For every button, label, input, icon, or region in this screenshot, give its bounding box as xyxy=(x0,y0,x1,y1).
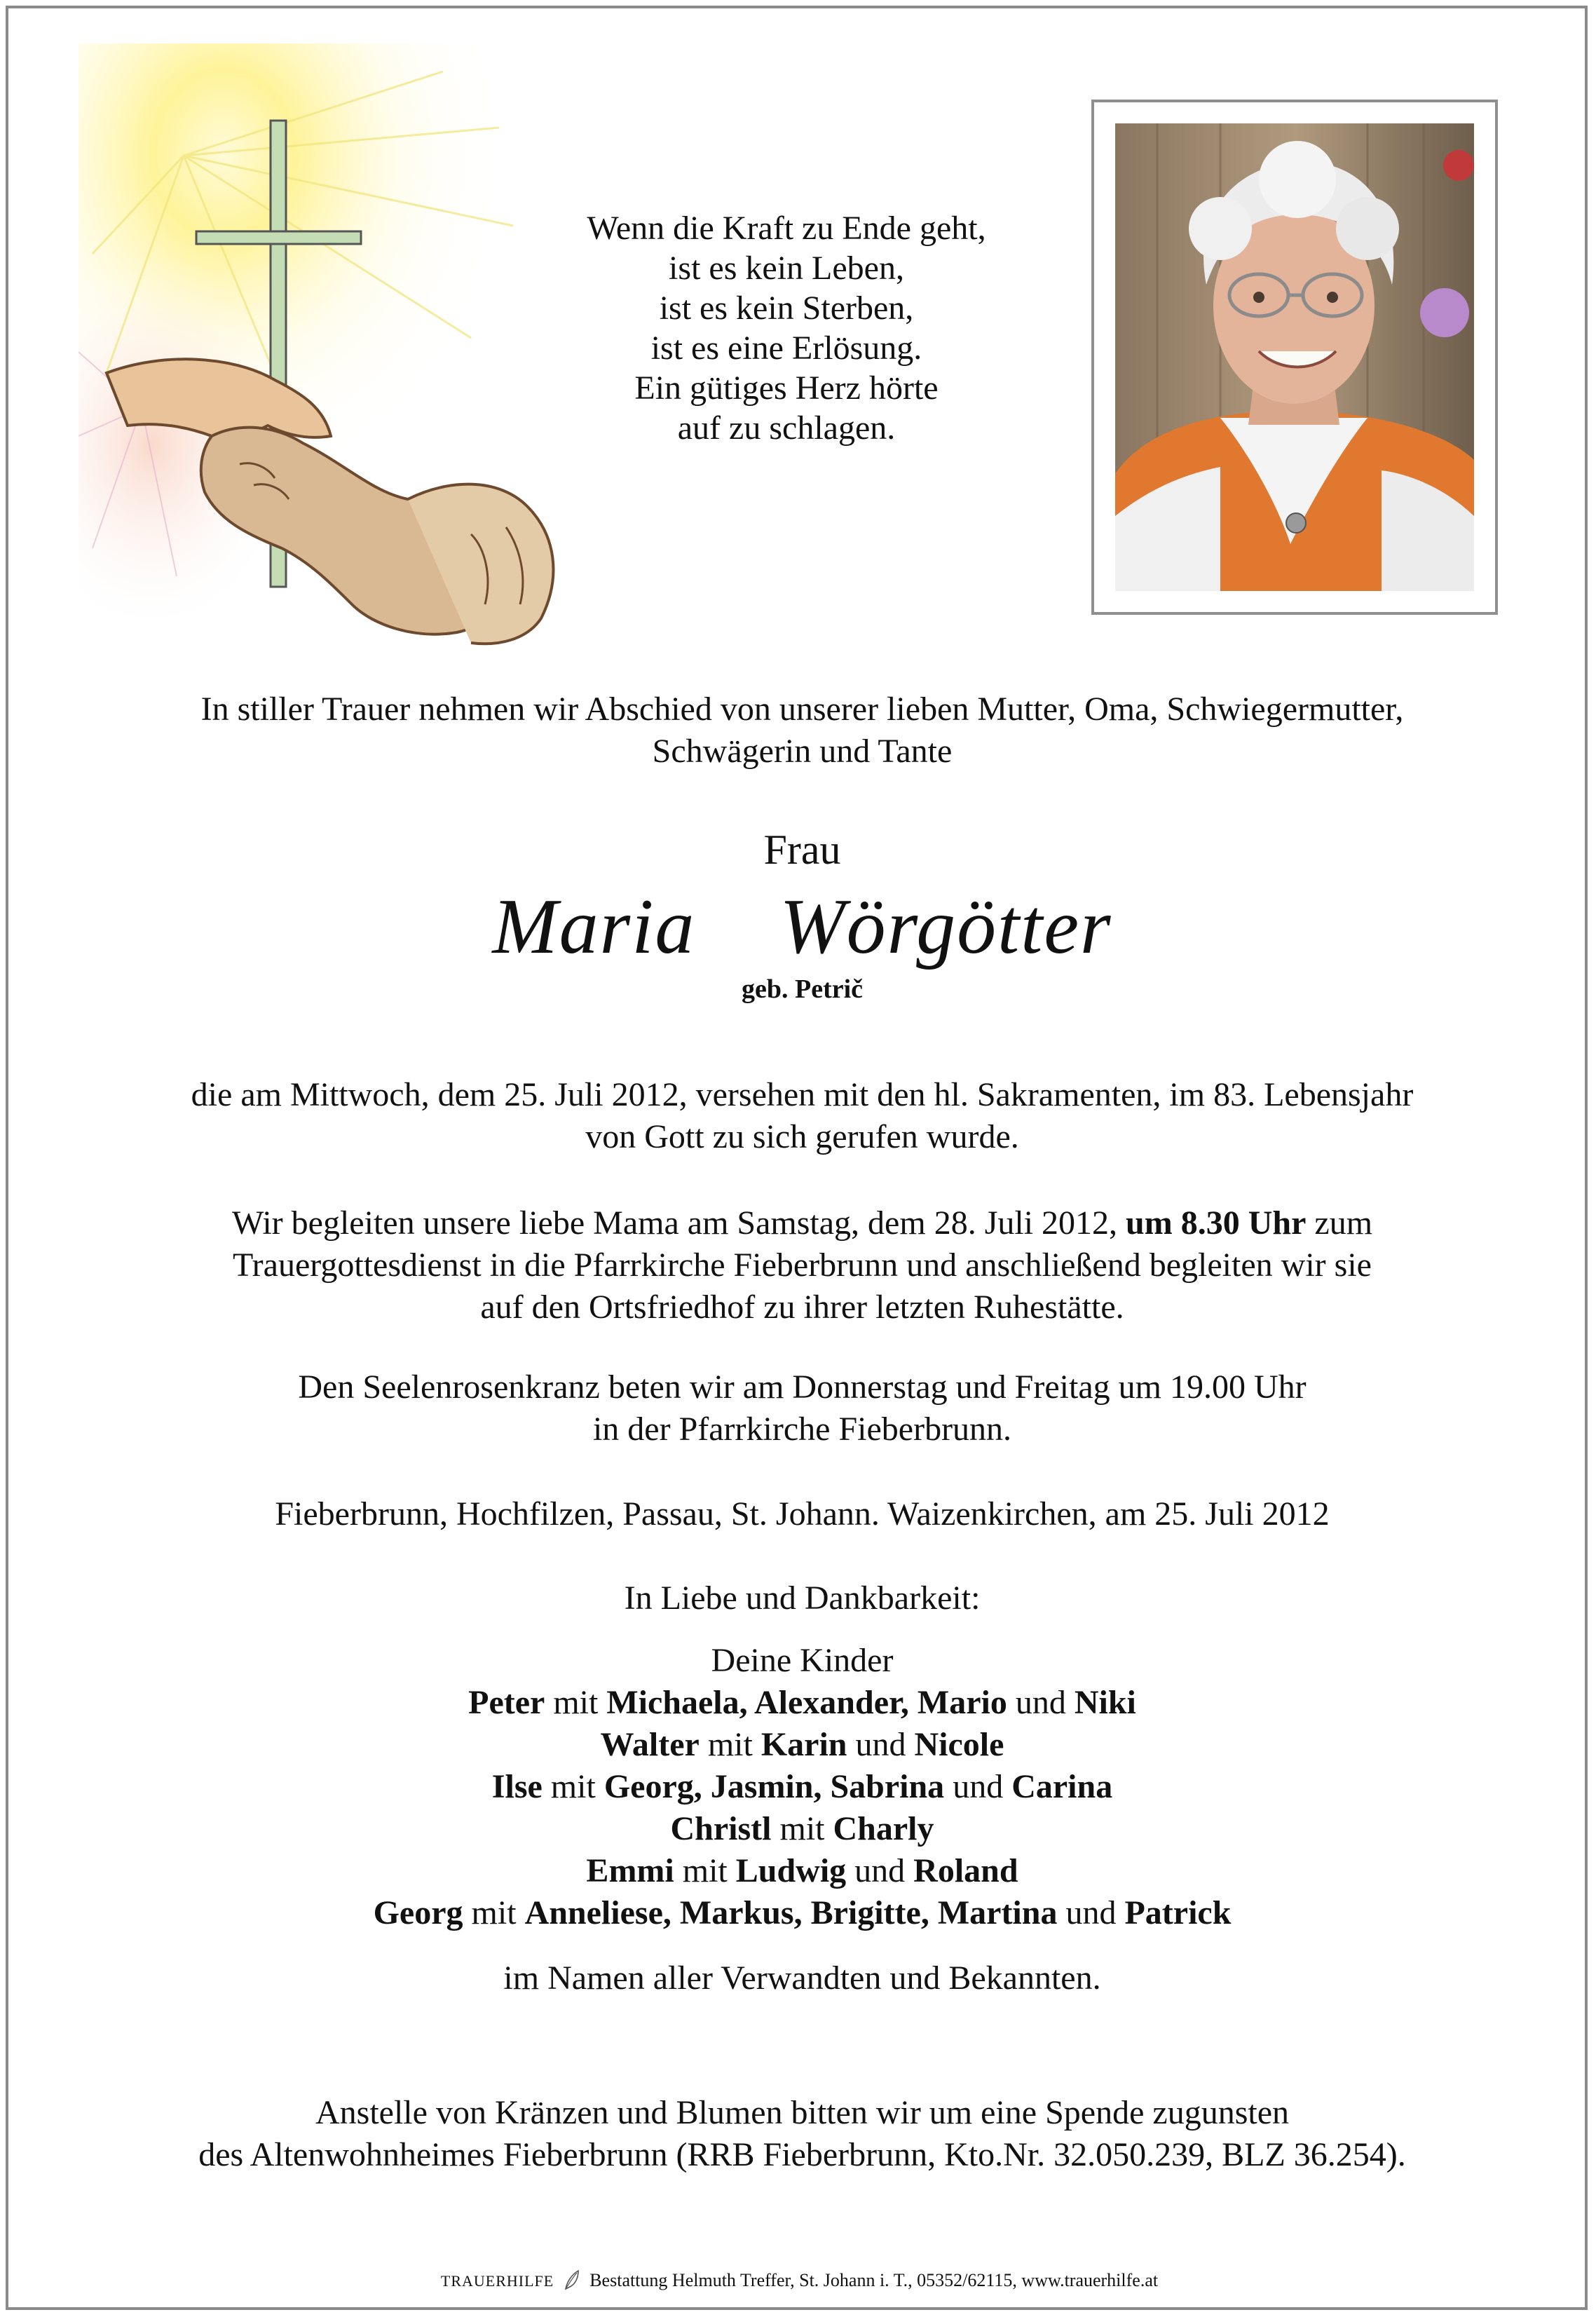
family-connector: mit xyxy=(542,1768,604,1805)
death-notice xyxy=(50,1074,1554,1158)
salutation: Frau xyxy=(763,827,841,873)
poem-line: auf zu schlagen. xyxy=(677,409,896,447)
obituary-page xyxy=(6,6,1588,2310)
family-member: Nicole xyxy=(914,1726,1004,1763)
poem-line: ist es kein Leben, xyxy=(669,250,904,287)
family-connector: und xyxy=(1007,1684,1075,1721)
family-connector: mit xyxy=(771,1810,833,1847)
funeral-line-2: Trauergottesdienst in die Pfarrkirche Fieberbrunn und anschließend begleiten wir sie xyxy=(233,1246,1372,1284)
family-connector: mit xyxy=(463,1894,525,1931)
family-member: Peter xyxy=(468,1684,545,1721)
family-intro: Deine Kinder xyxy=(711,1642,894,1679)
family-row xyxy=(50,1850,1554,1892)
thanks-heading: In Liebe und Dankbarkeit: xyxy=(624,1579,981,1617)
birth-name: geb. Petrič xyxy=(741,974,864,1004)
intro-line: In stiller Trauer nehmen wir Abschied von unserer lieben Mutter, Oma, Schwiegermutter, xyxy=(200,691,1404,728)
portrait-photo xyxy=(1115,123,1474,591)
footer-brand: TRAUERHILFE xyxy=(440,2272,554,2290)
family-row xyxy=(50,1892,1554,1934)
footer xyxy=(8,2269,1590,2292)
family-connector: und xyxy=(847,1726,915,1763)
family-member: Anneliese, Markus, Brigitte, Martina xyxy=(524,1894,1058,1931)
leaf-icon xyxy=(563,2269,581,2290)
poem-line: ist es eine Erlösung. xyxy=(650,329,922,367)
family-member: Carina xyxy=(1011,1768,1113,1805)
family-member: Karin xyxy=(761,1726,847,1763)
family-connector: und xyxy=(944,1768,1012,1805)
family-connector: und xyxy=(846,1852,914,1889)
places-date: Fieberbrunn, Hochfilzen, Passau, St. Johann. Waizenkirchen, am 25. Juli 2012 xyxy=(275,1495,1330,1533)
funeral-line-1 xyxy=(50,1202,1554,1244)
family-member: Georg xyxy=(373,1894,463,1931)
family-row xyxy=(50,1808,1554,1850)
family-member: Emmi xyxy=(586,1852,674,1889)
poem-line: Wenn die Kraft zu Ende geht, xyxy=(587,210,986,247)
family-member: Charly xyxy=(833,1810,934,1847)
funeral-text: zum xyxy=(1314,1204,1373,1242)
family-connector: mit xyxy=(699,1726,761,1763)
funeral-text: Wir begleiten unsere liebe Mama am Samstag, dem 28. Juli 2012, xyxy=(231,1204,1118,1242)
intro-text xyxy=(50,688,1554,773)
family-member: Walter xyxy=(600,1726,700,1763)
family-member: Michaela, Alexander, Mario xyxy=(606,1684,1007,1721)
rosary-line: Den Seelenrosenkranz beten wir am Donnerstag und Freitag um 19.00 Uhr xyxy=(298,1368,1307,1406)
family-row xyxy=(50,1724,1554,1766)
family-list xyxy=(50,1682,1554,1934)
donation-line: Anstelle von Kränzen und Blumen bitten wir um eine Spende zugunsten xyxy=(315,2094,1290,2131)
family-member: Georg, Jasmin, Sabrina xyxy=(603,1768,945,1805)
funeral-time: um 8.30 Uhr xyxy=(1126,1204,1307,1242)
death-notice-line: von Gott zu sich gerufen wurde. xyxy=(585,1118,1019,1155)
rosary-notice xyxy=(50,1366,1554,1450)
cross-hands-icon xyxy=(79,43,597,660)
portrait-frame xyxy=(1091,100,1498,615)
family-connector: mit xyxy=(674,1852,736,1889)
poem-line: ist es kein Sterben, xyxy=(659,290,914,327)
family-connector: und xyxy=(1057,1894,1125,1931)
funeral-line-3: auf den Ortsfriedhof zu ihrer letzten Ruhestätte. xyxy=(480,1289,1124,1326)
family-member: Patrick xyxy=(1124,1894,1232,1931)
poem-line: Ein gütiges Herz hörte xyxy=(634,369,939,407)
funeral-notice xyxy=(50,1202,1554,1329)
family-member: Ludwig xyxy=(735,1852,847,1889)
closing-line: im Namen aller Verwandten und Bekannten. xyxy=(503,1959,1101,1997)
family-member: Niki xyxy=(1074,1684,1136,1721)
family-row xyxy=(50,1682,1554,1724)
footer-text: Bestattung Helmuth Treffer, St. Johann i. T., 05352/62115, www.trauerhilfe.at xyxy=(589,2270,1159,2290)
rosary-line: in der Pfarrkirche Fieberbrunn. xyxy=(592,1411,1012,1448)
deceased-name: Maria Wörgötter xyxy=(492,883,1112,970)
death-notice-line: die am Mittwoch, dem 25. Juli 2012, versehen mit den hl. Sakramenten, im 83. Lebensjahr xyxy=(191,1076,1414,1113)
family-member: Christl xyxy=(670,1810,772,1847)
family-connector: mit xyxy=(545,1684,607,1721)
family-row xyxy=(50,1766,1554,1808)
poem xyxy=(541,208,1032,448)
family-member: Roland xyxy=(913,1852,1018,1889)
donation-notice xyxy=(50,2092,1554,2176)
intro-line: Schwägerin und Tante xyxy=(652,733,953,770)
family-member: Ilse xyxy=(491,1768,543,1805)
donation-line: des Altenwohnheimes Fieberbrunn (RRB Fieberbrunn, Kto.Nr. 32.050.239, BLZ 36.254). xyxy=(198,2136,1406,2173)
